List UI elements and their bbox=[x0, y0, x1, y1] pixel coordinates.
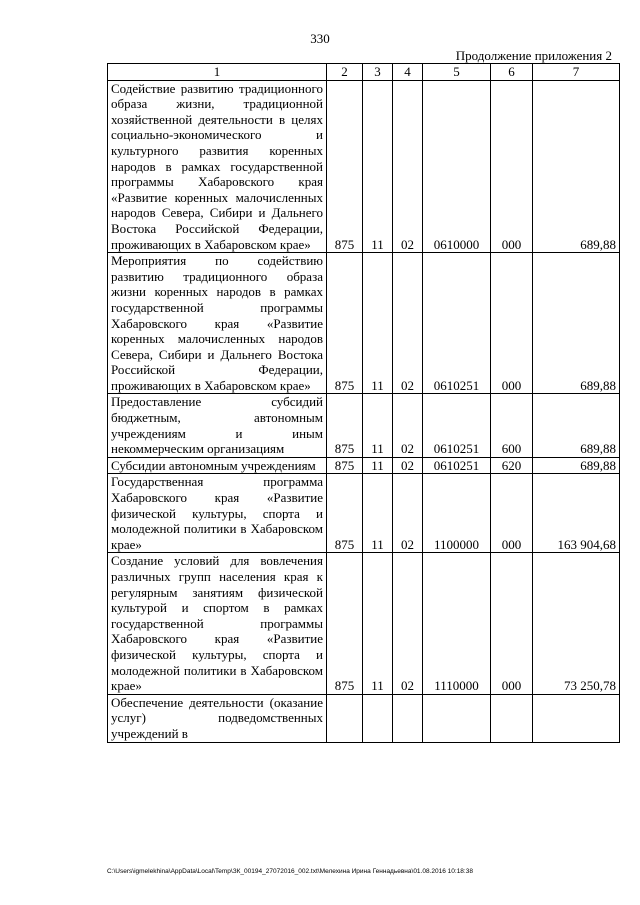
column-header: 2 bbox=[327, 64, 363, 81]
row-name: Субсидии автономным учреждениям bbox=[108, 457, 327, 474]
cell-amount: 163 904,68 bbox=[533, 474, 620, 553]
cell-expense-type: 000 bbox=[491, 553, 533, 694]
cell-amount: 689,88 bbox=[533, 457, 620, 474]
table-row bbox=[108, 457, 620, 474]
cell-expense-type: 000 bbox=[491, 474, 533, 553]
cell-section: 11 bbox=[363, 553, 393, 694]
cell-section: 11 bbox=[363, 253, 393, 394]
cell-ministry: 875 bbox=[327, 553, 363, 694]
cell-subsection bbox=[393, 694, 423, 742]
cell-section: 11 bbox=[363, 80, 393, 253]
cell-section bbox=[363, 694, 393, 742]
cell-subsection: 02 bbox=[393, 253, 423, 394]
table-row bbox=[108, 253, 620, 394]
table-row bbox=[108, 474, 620, 553]
cell-section: 11 bbox=[363, 394, 393, 457]
cell-expense-type: 620 bbox=[491, 457, 533, 474]
cell-subsection: 02 bbox=[393, 553, 423, 694]
cell-ministry: 875 bbox=[327, 474, 363, 553]
cell-subsection: 02 bbox=[393, 80, 423, 253]
cell-target-article: 0610251 bbox=[423, 253, 491, 394]
cell-expense-type: 000 bbox=[491, 80, 533, 253]
cell-amount: 73 250,78 bbox=[533, 553, 620, 694]
column-header: 4 bbox=[393, 64, 423, 81]
cell-subsection: 02 bbox=[393, 394, 423, 457]
table-row bbox=[108, 553, 620, 694]
column-header: 1 bbox=[108, 64, 327, 81]
column-header: 5 bbox=[423, 64, 491, 81]
cell-ministry: 875 bbox=[327, 253, 363, 394]
row-name: Содействие развитию традиционного образа жизни, традиционной хозяйственной деятельности в целях социально-экономического и культурного развития коренных народов в рамках государственной программы Хабаровского края «Развитие коренных малочисленных народов Севера, Сибири и Дальнего Востока Российской Федерации, проживающих в Хабаровском крае» bbox=[108, 80, 327, 253]
cell-section: 11 bbox=[363, 457, 393, 474]
row-name: Предоставление субсидий бюджетным, автономным учреждениям и иным некоммерческим организациям bbox=[108, 394, 327, 457]
cell-target-article: 1100000 bbox=[423, 474, 491, 553]
row-name: Мероприятия по содействию развитию традиционного образа жизни коренных народов в рамках государственной программы Хабаровского края «Развитие коренных малочисленных народов Севера, Сибири и Дальнего Востока Российской Федерации, проживающих в Хабаровском крае» bbox=[108, 253, 327, 394]
cell-target-article: 0610251 bbox=[423, 457, 491, 474]
cell-ministry: 875 bbox=[327, 394, 363, 457]
cell-amount: 689,88 bbox=[533, 253, 620, 394]
file-path-footer: C:\Users\igmelekhina\AppData\Local\Temp\ЗК_00194_27072016_002.txt\Мелехина Ирина Геннадьевна\01.08.2016 10:18:38 bbox=[107, 868, 473, 875]
cell-subsection: 02 bbox=[393, 457, 423, 474]
cell-ministry: 875 bbox=[327, 80, 363, 253]
column-header: 6 bbox=[491, 64, 533, 81]
row-name: Создание условий для вовлечения различных групп населения края к регулярным занятиям физической культурой и спортом в рамках государственной программы Хабаровского края «Развитие физической культуры, спорта и молодежной политики в Хабаровском крае» bbox=[108, 553, 327, 694]
cell-target-article: 1110000 bbox=[423, 553, 491, 694]
cell-ministry: 875 bbox=[327, 457, 363, 474]
cell-subsection: 02 bbox=[393, 474, 423, 553]
table-row bbox=[108, 80, 620, 253]
table-row bbox=[108, 694, 620, 742]
cell-amount bbox=[533, 694, 620, 742]
column-header: 3 bbox=[363, 64, 393, 81]
row-name: Государственная программа Хабаровского края «Развитие физической культуры, спорта и молодежной политики в Хабаровском крае» bbox=[108, 474, 327, 553]
cell-amount: 689,88 bbox=[533, 394, 620, 457]
column-header: 7 bbox=[533, 64, 620, 81]
cell-expense-type: 600 bbox=[491, 394, 533, 457]
table-header-row bbox=[108, 64, 620, 81]
page-number: 330 bbox=[310, 31, 330, 46]
cell-expense-type: 000 bbox=[491, 253, 533, 394]
table-row bbox=[108, 394, 620, 457]
budget-table bbox=[107, 63, 620, 743]
cell-target-article: 0610251 bbox=[423, 394, 491, 457]
cell-amount: 689,88 bbox=[533, 80, 620, 253]
cell-target-article bbox=[423, 694, 491, 742]
cell-section: 11 bbox=[363, 474, 393, 553]
row-name: Обеспечение деятельности (оказание услуг) подведомственных учреждений в bbox=[108, 694, 327, 742]
continuation-label: Продолжение приложения 2 bbox=[455, 48, 612, 63]
cell-target-article: 0610000 bbox=[423, 80, 491, 253]
cell-expense-type bbox=[491, 694, 533, 742]
cell-ministry bbox=[327, 694, 363, 742]
